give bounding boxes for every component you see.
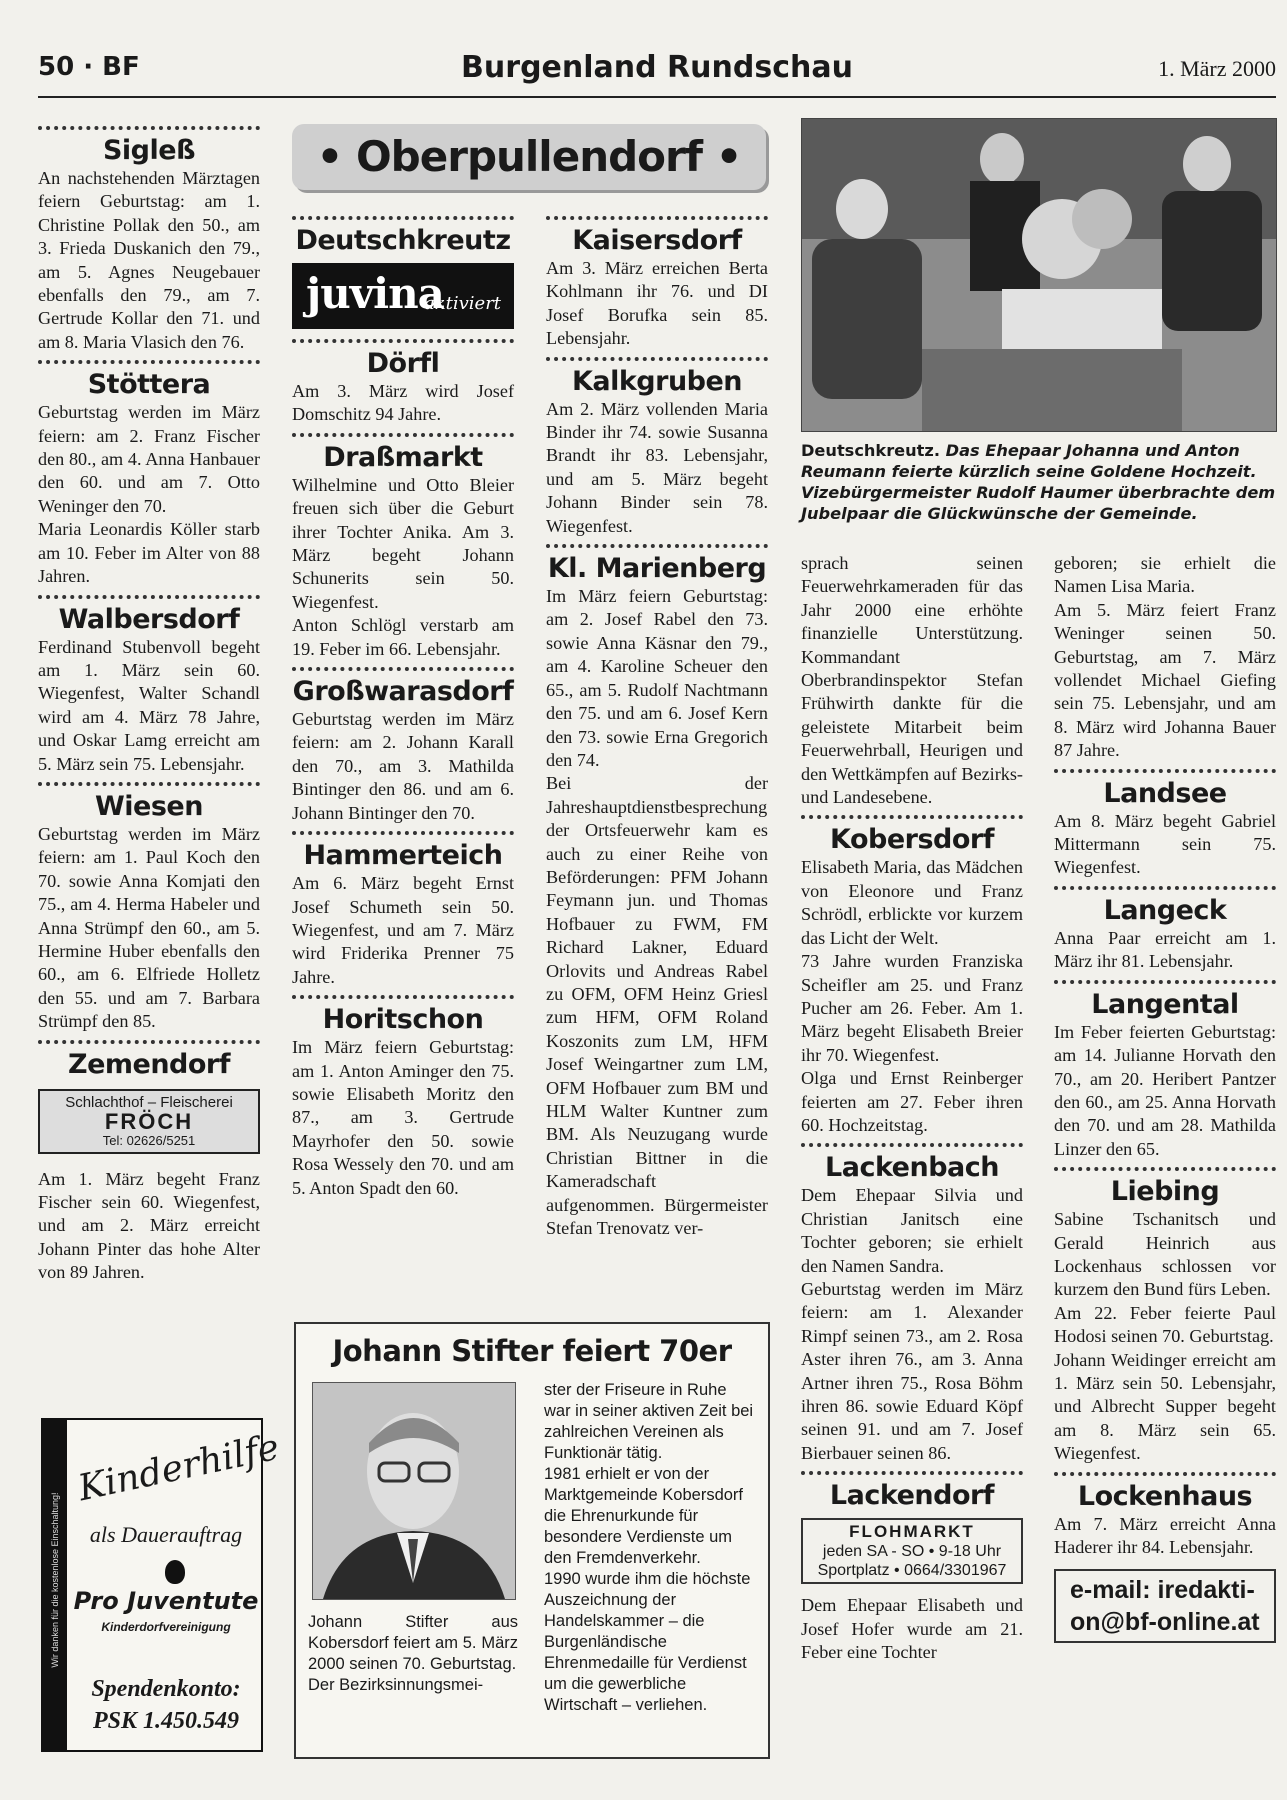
article-text: Am 1. März begeht Franz Fischer sein 60. Wiegenfest, und am 2. März erreicht Johann Pinter das hohe Alter von 89 Jahren. [38,1168,260,1283]
ad-kinderhilfe [41,1418,283,1752]
article-text: Im März feiern Geburtstag: am 1. Anton Aminger den 75. sowie Elisabeth Moritz den 87., am 3. Gertrude Mayrhofer den 50. sowie Rosa Wessely den 70. und am 5. Anton Spadt den 60. [292,1037,514,1198]
article-text: 73 Jahre wurden Franziska Scheifler am 25. und Franz Pucher am 26. Feber. Am 1. März begeht Elisabeth Breier ihr 70. Wiegenfest. [801,951,1023,1065]
divider [1054,1472,1276,1476]
ad-flohmarkt [801,1518,1023,1584]
divider [1054,1167,1276,1171]
portrait-photo [312,1382,516,1600]
article-text: Wilhelmine und Otto Bleier freuen sich über die Geburt ihrer Tochter Anika. Am 3. März begeht Johann Schunerits sein 50. Wiegenfest. [292,474,514,612]
article-kaisersdorf [546,224,768,351]
article-langeck [1054,894,1276,974]
article-lockenhaus [1054,1480,1276,1560]
divider [38,1040,260,1044]
divider [1054,886,1276,890]
article-text: Am 22. Feber feierte Paul Hodosi seinen 70. Geburtstag. [1054,1302,1276,1347]
divider [38,360,260,364]
ad-line: Schlachthof – Fleischerei [65,1093,233,1111]
article-text: Im März feiern Geburtstag: am 2. Josef Rabel den 73. sowie Anna Käsnar den 79., am 4. Karoline Scheuer den 65., am 5. Rudolf Nachtmann den 75. und am 6. Josef Kern den 73. sowie Erna Gregorich den 74. [546,586,768,770]
ad-juvina-sub: aktiviert [424,293,502,314]
feature-paragraph: Der Bezirksinnungsmei- [308,1676,484,1694]
article-text: Geburtstag werden im März feiern: am 2. Johann Karall den 70., am 3. Mathilda Bintinger den 86. und am 6. Johann Bintinger den 70. [292,709,514,823]
article-text: Dem Ehepaar Silvia und Christian Janitsch eine Tochter geboren; sie erhielt den Namen Sandra. [801,1185,1023,1276]
article-heading: Horitschon [322,1004,484,1036]
article-walbersdorf [38,603,260,776]
article-text: Am 3. März erreichen Berta Kohlmann ihr 76. und DI Josef Borufka sein 85. Lebensjahr. [546,258,768,349]
email-box [1054,1569,1276,1643]
article-text: Anton Schlögl verstarb am 19. Feber im 66. Lebensjahr. [292,615,514,659]
feature-box-stifter [294,1322,770,1759]
article-heading: Liebing [1110,1176,1220,1208]
column-5 [1054,552,1276,1643]
article-heading: Kl. Marienberg [547,553,767,585]
divider [546,216,768,220]
article-langental [1054,988,1276,1161]
article-text: Geburtstag werden im März feiern: am 2. Franz Fischer den 80., am 4. Anna Hanbauer den 60. und am 7. Otto Weninger den 70. [38,402,260,516]
balloon-icon [165,1560,185,1584]
article-kalkgruben [546,365,768,538]
article-heading: Sigleß [102,135,195,166]
article-text: Bei der Jahreshauptdienstbesprechung der Ortsfeuerwehr kam es auch zu einer Reihe von Beförderungen: PFM Johann Feymann jun. und Thomas Hofbauer zu FWM, FM Richard Lakner, Eduard Orlovits und Andreas Rabel zu OFM, OFM Heinz Griesl zum HFM, OFM Roland Koszonits zum LM, HFM Josef Weingartner zum LM, OFM Hofbauer zum BM und HLM Walter Kuntner zum BM. Als Neuzugang wurde Christian Bittner in die Kameradschaft aufgenommen. Bürgermeister Stefan Trenovatz ver- [546,773,768,1239]
article-text: Am 6. März begeht Ernst Josef Schumeth sein 50. Wiegenfest, und am 7. März wird Friderika Prenner 75 Jahre. [292,873,514,987]
email-line-2: on@bf-online.at [1070,1608,1260,1637]
article-text: Johann Weidinger erreicht am 1. März sein 50. Lebensjahr, und Albrecht Supper begeht am 8. März sein 65. Wiegenfest. [1054,1349,1276,1464]
ad-phone: Tel: 02626/5251 [102,1132,196,1148]
ad-flohmarkt-time: jeden SA - SO • 9-18 Uhr [822,1543,1002,1561]
article-heading: Langental [1091,988,1239,1020]
divider [1054,769,1276,773]
feature-paragraph: 1990 wurde ihm die höchste Auszeichnung der Handelskammer – die Burgenländische Ehrenmedaille für Verdienst um die gewerbliche Wirtschaft – verliehen. [544,1570,751,1714]
feature-paragraph: ster der Friseure in Ruhe war in seiner aktiven Zeit bei zahlreichen Vereinen als Funktionär tätig. [544,1381,754,1462]
article-heading: Wiesen [95,790,203,822]
divider [801,1471,1023,1475]
photo-caption [801,440,1281,524]
article-text: Elisabeth Maria, das Mädchen von Eleonore und Franz Schrödl, erblickte vor kurzem das Licht der Welt. [801,857,1023,948]
divider [292,667,514,671]
article-landsee [1054,777,1276,880]
article-kl-marienberg [546,552,768,1240]
article-text-continued: sprach seinen Feuerwehrkameraden für das Jahr 2000 eine erhöhte finanzielle Unterstützung. Kommandant Oberbrandinspektor Stefan Frühwirth dankte für die geleistete Mitarbeit beim Feuerwehrball, Heurigen und den Wettkämpfen auf Bezirks- und Landesebene. [801,553,1023,808]
ad-flohmarkt-title: FLOHMARKT [849,1522,975,1542]
article-stoettera [38,368,260,588]
ad-logo: Pro Juventute [73,1587,259,1615]
ad-logo-sub: Kinderdorfvereinigung [101,1620,231,1634]
article-heading: Deutschkreutz [295,225,511,256]
article-lackenbach [801,1151,1023,1465]
caption-place: Deutschkreutz. [801,441,940,460]
article-text: An nachstehenden Märztagen feiern Geburtstag: am 1. Christine Pollak den 50., am 3. Frieda Duskanich den 79., am 5. Agnes Neugebauer ebenfalls den 79., am 7. Gertrude Kollar den 71. und am 8. Maria Vlasich den 76. [38,168,260,352]
email-line-1: e-mail: iredakti- [1070,1576,1255,1605]
region-banner: • Oberpullendorf • [292,124,766,190]
article-text: Geburtstag werden im März feiern: am 1. Paul Koch den 70. sowie Anna Komjati den 75., am 4. Herma Habeler und Anna Strümpf den 60., am 5. Hermine Huber ebenfalls den 60., am 6. Elfriede Holletz den 55. und am 7. Barbara Strümpf den 85. [38,823,260,1032]
article-text: Dem Ehepaar Elisabeth und Josef Hofer wurde am 21. Feber eine Tochter [801,1595,1023,1663]
newspaper-title: Burgenland Rundschau [461,50,853,85]
ad-brand: FRÖCH [104,1108,194,1134]
article-text: Maria Leonardis Köller starb am 10. Feber im Alter von 88 Jahren. [38,519,260,587]
page-number: 50 · BF [38,52,140,82]
article-heading: Lackenbach [825,1152,999,1184]
photo-golden-wedding [801,118,1277,432]
article-heading: Kalkgruben [571,365,743,397]
article-sigless [38,134,260,354]
ad-side-strip [43,1420,67,1750]
column-1 [38,122,260,1291]
article-horitschon [292,1003,514,1200]
divider [292,995,514,999]
article-kobersdorf [801,823,1023,1137]
ad-konto-label: Spendenkonto: [91,1676,241,1702]
divider [38,595,260,599]
issue-date: 1. März 2000 [1158,56,1276,81]
column-3 [546,212,768,1246]
feature-text-left [308,1612,518,1696]
article-liebing [1054,1175,1276,1465]
article-heading: Hammerteich [303,840,503,872]
article-wiesen [38,790,260,1034]
article-heading: Walbersdorf [58,603,240,635]
article-heading: Stöttera [87,369,211,401]
divider [1054,980,1276,984]
ad-froech [38,1089,260,1154]
ad-konto-number: PSK 1.450.549 [92,1708,239,1734]
article-heading: Kobersdorf [830,824,994,856]
article-heading: Draßmarkt [323,441,483,473]
divider [292,433,514,437]
article-heading: Landsee [1103,777,1227,809]
feature-paragraph: Johann Stifter aus Kobersdorf feiert am 5. März 2000 seinen 70. Geburtstag. [308,1613,518,1673]
ad-flohmarkt-contact: Sportplatz • 0664/3301967 [817,1562,1007,1580]
article-text: Am 8. März begeht Gabriel Mittermann sein 75. Wiegenfest. [1054,810,1276,878]
divider [801,815,1023,819]
ad-subtitle: als Dauerauftrag [89,1522,243,1547]
ad-script-title: Kinderhilfe [74,1426,283,1510]
divider [292,831,514,835]
page-header [38,48,1276,98]
photo-illustration [802,119,1276,431]
article-text: Am 3. März wird Josef Domschitz 94 Jahre. [292,381,514,425]
feature-title: Johann Stifter feiert 70er [332,1334,732,1368]
column-4 [801,552,1023,1670]
divider [38,126,260,130]
article-heading: Dörfl [366,348,440,379]
caption-text: Das Ehepaar Johanna und Anton Reumann feierte kürzlich seine Goldene Hochzeit. Vizebürgermeister Rudolf Haumer überbrachte dem Jubelpaar die Glückwünsche der Gemeinde. [801,441,1276,523]
article-drassmarkt [292,441,514,661]
feature-text-right [544,1380,754,1716]
article-text-continued: Am 5. März feiert Franz Weninger seinen 50. Geburtstag, am 7. März vollendet Michael Giefing sein 75. Lebensjahr, und am 8. März wird Johanna Bauer 87 Jahre. [1054,599,1276,761]
divider [546,544,768,548]
ad-juvina [292,263,514,329]
article-text: Ferdinand Stubenvoll begeht am 1. März sein 60. Wiegenfest, Walter Schandl wird am 4. März 78 Jahre, und Oskar Lamg erreicht am 5. März sein 75. Lebensjahr. [38,636,260,774]
article-doerfl [292,347,514,427]
article-text: Anna Paar erreicht am 1. März ihr 81. Lebensjahr. [1054,927,1276,972]
portrait-illustration [313,1383,515,1599]
article-text: Geburtstag werden im März feiern: am 1. Alexander Rimpf seinen 73., am 2. Rosa Aster ihren 76., am 3. Anna Artner ihren 75., Rosa Böhm ihren 86. sowie Eduard Köpf seinen 91. und am 7. Josef Bierbauer seinen 86. [801,1278,1023,1463]
article-heading: Langeck [1103,894,1227,926]
article-text: Im Feber feierten Geburtstag: am 14. Julianne Horvath den 70., am 20. Heribert Pantzer den 60., am 25. Anna Horvath den 70. und am 28. Mathilda Linzer den 65. [1054,1021,1276,1159]
divider [801,1143,1023,1147]
article-hammerteich [292,839,514,989]
article-heading: Zemendorf [68,1048,230,1080]
article-text: Sabine Tschanitsch und Gerald Heinrich aus Lockenhaus schlossen vor kurzem den Bund fürs Leben. [1054,1209,1276,1300]
article-zemendorf [38,1048,260,1285]
column-2 [292,212,514,1206]
article-heading: Lockenhaus [1077,1480,1253,1512]
divider [292,216,514,220]
article-heading: Großwarasdorf [292,676,514,708]
divider [546,357,768,361]
article-grosswarasdorf [292,675,514,825]
ad-juvina-logo: juvina [306,269,444,318]
article-heading: Lackendorf [829,1480,995,1512]
ad-strip-text: Wir danken für die kostenlose Einschaltung! [50,1492,60,1668]
feature-paragraph: 1981 erhielt er von der Marktgemeinde Kobersdorf die Ehrenurkunde für besondere Verdienste um den Fremdenverkehr. [544,1465,744,1567]
article-heading: Kaisersdorf [572,225,742,256]
article-text: Am 7. März erreicht Anna Haderer ihr 84. Lebensjahr. [1054,1513,1276,1557]
divider [38,782,260,786]
article-text-continued: geboren; sie erhielt die Namen Lisa Maria. [1054,553,1276,597]
article-text: Olga und Ernst Reinberger feierten am 27. Feber ihren 60. Hochzeitstag. [801,1068,1023,1135]
article-lackendorf [801,1479,1023,1664]
article-text: Am 2. März vollenden Maria Binder ihr 74. sowie Susanna Brandt ihr 83. Lebensjahr, und am 5. März begeht Johann Binder sein 78. Wiegenfest. [546,398,768,536]
divider [292,339,514,343]
